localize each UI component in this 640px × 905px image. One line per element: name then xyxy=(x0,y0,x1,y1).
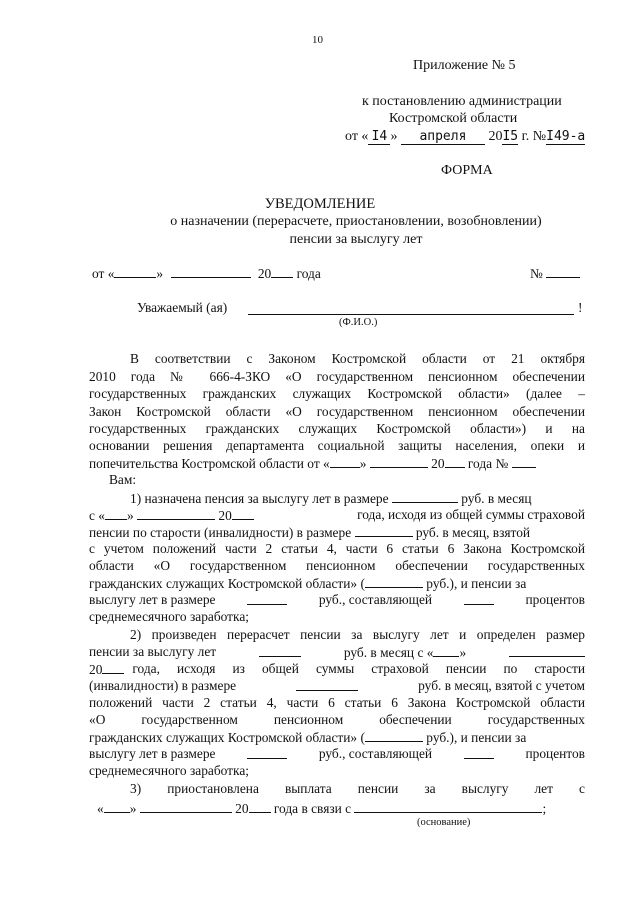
fio-caption: (Ф.И.О.) xyxy=(339,317,378,328)
body-line: Вам: xyxy=(109,472,137,487)
appendix-region: Костромской области xyxy=(389,111,518,126)
greeting-excl: ! xyxy=(578,300,583,315)
item1-line1: 1) назначена пенсия за выслугу лет в размере руб. в месяц xyxy=(130,491,532,506)
handwritten-year: I5 xyxy=(502,129,519,144)
body-line: 2010 года № 666-4-ЗКО «О государственном пенсионном обеспечении xyxy=(89,369,585,384)
appendix-title: Приложение № 5 xyxy=(413,58,516,73)
item2-line2: пенсии за выслугу лет руб. в месяц с « » xyxy=(89,644,585,661)
notice-date-line: от « » 20 года xyxy=(92,266,321,281)
item1-line3: пенсии по старости (инвалидности) в размере руб. в месяц, взятой xyxy=(89,525,531,540)
form-label: ФОРМА xyxy=(441,163,493,178)
document-subtitle-1: о назначении (перерасчете, приостановлении, возобновлении) xyxy=(170,214,542,229)
item2-line8: выслугу лет в размере руб., составляющей процентов xyxy=(89,746,585,761)
item2-line6: «О государственном пенсионном обеспечении государственных xyxy=(89,712,585,727)
notice-number: № xyxy=(530,265,580,282)
page-number: 10 xyxy=(312,34,323,46)
document-title: УВЕДОМЛЕНИЕ xyxy=(264,196,376,212)
appendix-date: от « I4 » апреля 20I5 г. №I49-а xyxy=(345,129,586,144)
handwritten-day: I4 xyxy=(368,129,390,145)
document-subtitle-2: пенсии за выслугу лет xyxy=(289,232,423,247)
item2-line7: гражданских служащих Костромской области» ( руб.), и пенсии за xyxy=(89,730,527,745)
item1-line8: среднемесячного заработка; xyxy=(89,609,250,624)
item1-line7: выслугу лет в размере руб., составляющей процентов xyxy=(89,592,585,607)
item1-line2: с « » 20 года, исходя из общей суммы страховой xyxy=(89,507,585,523)
item2-line5: положений части 2 статьи 4, части 6 статьи 6 Закона Костромской области xyxy=(89,695,585,710)
appendix-decree: к постановлению администрации xyxy=(362,94,562,109)
body-line: попечительства Костромской области от « » 20 года № xyxy=(89,455,536,472)
item2-line1: 2) произведен перерасчет пенсии за выслугу лет и определен размер xyxy=(130,627,585,642)
basis-caption: (основание) xyxy=(417,817,471,828)
handwritten-number: I49-а xyxy=(546,129,586,144)
greeting: Уважаемый (ая) xyxy=(137,300,228,315)
item2-line3: 20 года, исходя из общей суммы страховой пенсии по старости xyxy=(89,661,585,677)
body-line: основании решения департамента социальной защиты населения, опеки и xyxy=(89,438,585,453)
body-line: государственных гражданских служащих Костромской области» (далее – xyxy=(89,386,585,401)
item2-line4: (инвалидности) в размере руб. в месяц, взятой с учетом xyxy=(89,678,585,693)
body-line: государственных гражданских служащих Костромской области») и на xyxy=(89,421,585,436)
item3-line2: « » 20 года в связи с ; xyxy=(97,801,547,816)
item1-line5: области «О государственном пенсионном обеспечении государственных xyxy=(89,558,585,573)
item1-line6: гражданских служащих Костромской области» ( руб.), и пенсии за xyxy=(89,576,527,591)
body-line: Закон Костромской области «О государственном пенсионном обеспечении xyxy=(89,404,585,419)
handwritten-month: апреля xyxy=(401,129,485,145)
item3-line1: 3) приостановлена выплата пенсии за выслугу лет с xyxy=(130,781,585,796)
item1-line4: с учетом положений части 2 статьи 4, части 6 статьи 6 Закона Костромской xyxy=(89,541,585,556)
fio-line xyxy=(248,314,574,315)
body-line: В соответствии с Законом Костромской области от 21 октября xyxy=(130,351,585,366)
item2-line9: среднемесячного заработка; xyxy=(89,763,250,778)
